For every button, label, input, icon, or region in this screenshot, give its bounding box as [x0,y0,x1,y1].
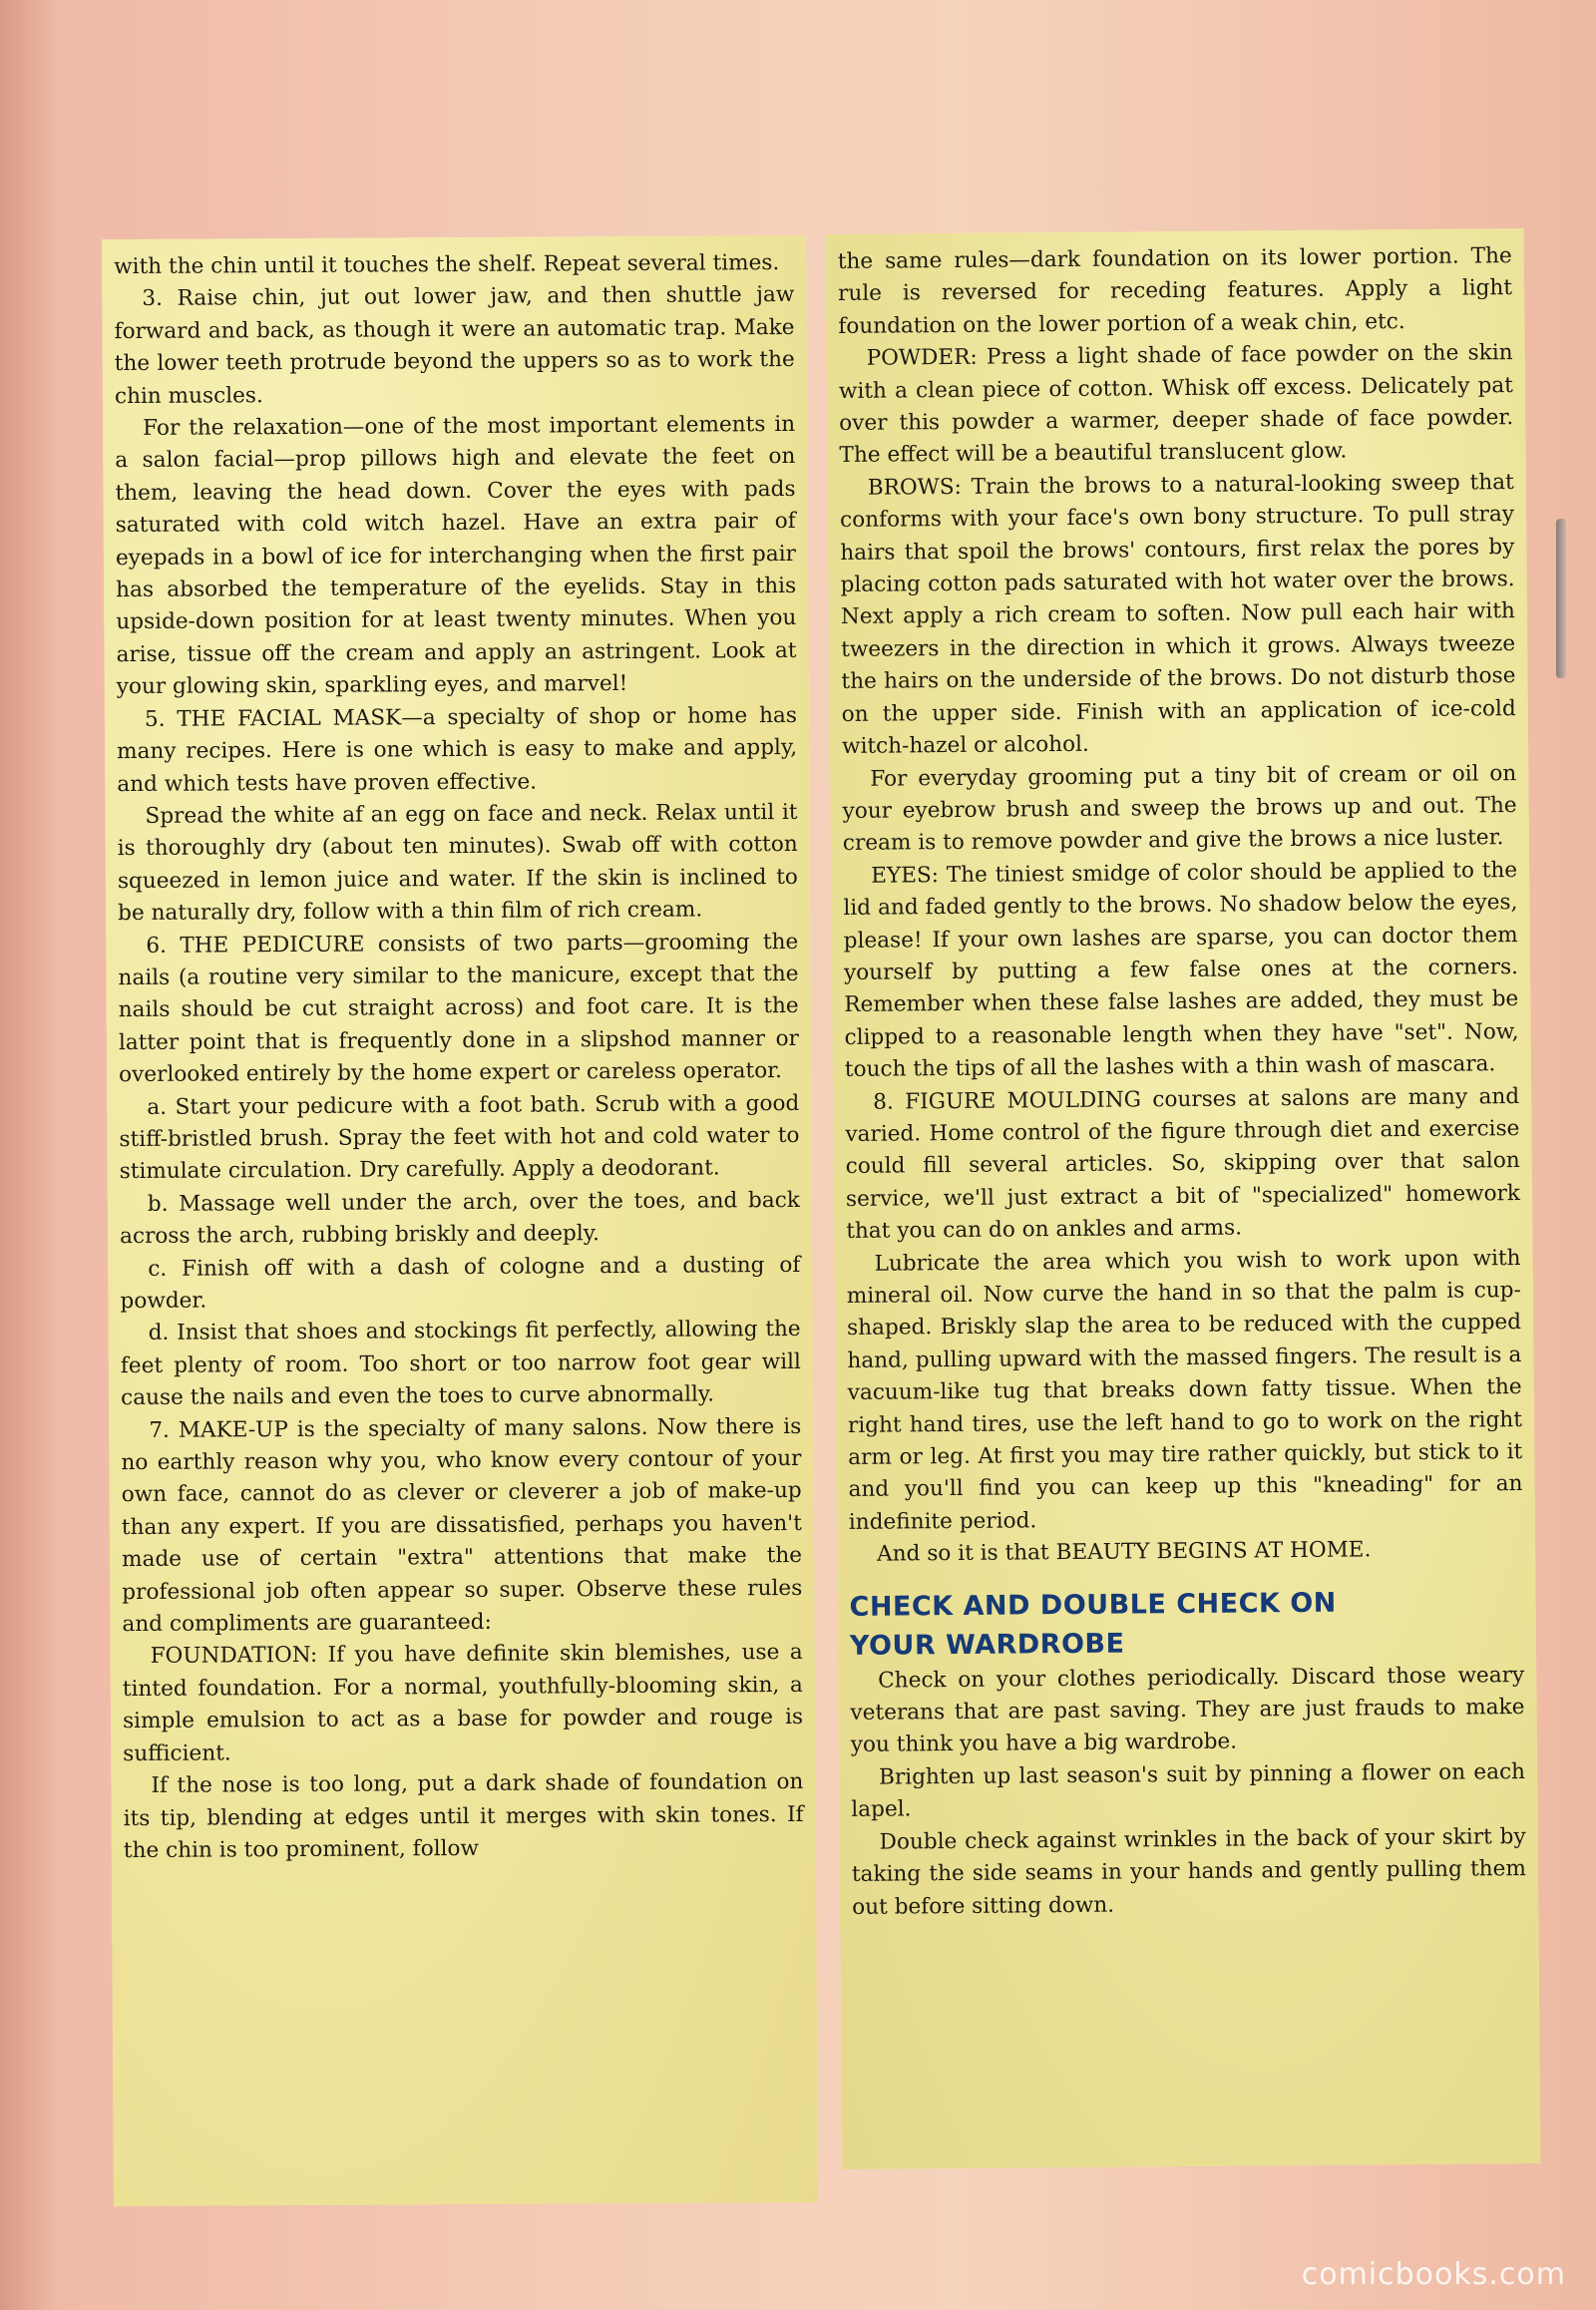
paragraph: 3. Raise chin, jut out lower jaw, and then shuttle jaw forward and back, as though it were an automatic trap. Make the lower teeth protrude beyond the uppers so as to work the chin muscles. [114,282,795,409]
paragraph: If the nose is too long, put a dark shade of foundation on its tip, blending at edges until it merges with skin tones. If the chin is too prominent, follow [123,1769,804,1863]
paragraph: b. Massage well under the arch, over the toes, and back across the arch, rubbing briskly and deeply. [120,1187,800,1250]
right-column-panel [826,228,1541,2169]
page-edge-shadow [0,0,60,2310]
paragraph: For the relaxation—one of the most important elements in a salon facial—prop pillows high and elevate the feet on them, leaving the head down. Cover the eyes with pads saturated with cold witch hazel. Have an extra pair of eyepads in a bowl of ice for interchanging when the first pair has absorbed the temperature of the eyelids. Stay in this upside-down position for at least twenty minutes. When you arise, tissue off the cream and apply an astringent. Look at your glowing skin, sparkling eyes, and marvel! [115,411,797,700]
paragraph: 5. THE FACIAL MASK—a specialty of shop or home has many recipes. Here is one which is easy to make and apply, and which tests have proven effective. [117,702,798,797]
left-column [102,235,818,2206]
paragraph: the same rules—dark foundation on its lower portion. The rule is reversed for receding features. Apply a light foundation on the lower portion of a weak chin, etc. [837,243,1513,339]
paragraph: 7. MAKE-UP is the specialty of many salons. Now there is no earthly reason why you, who know every contour of your own face, cannot do as clever or cleverer a job of make-up than any expert. If you are dissatisfied, perhaps you haven't made use of certain "extra" attentions that make the professional job often appear so super. Observe these rules and compliments are guaranteed: [121,1413,803,1638]
left-column-panel [102,235,818,2206]
paragraph: Lubricate the area which you wish to work upon with mineral oil. Now curve the hand in so that the palm is cup-shaped. Briskly slap the area to be reduced with the cupped hand, pulling upward with the massed fingers. The result is a vacuum-like tug that breaks down fatty tissue. When the right hand tires, use the left hand to go to work on the right arm or leg. At first you may tire rather quickly, but stick to it and you'll find you can keep up this "kneading" for an indefinite period. [846,1245,1523,1535]
right-column [826,228,1541,2169]
paragraph: EYES: The tiniest smidge of color should be applied to the lid and faded gently to the brows. No shadow below the eyes, please! If your own lashes are sparse, you can doctor them yourself by putting a few false ones at the corners. Remember when these false lashes are added, they must be clipped to a reasonable length when they have "set". Now, touch the tips of all the lashes with a thin wash of mascara. [843,857,1519,1083]
paragraph: Double check against wrinkles in the back of your skirt by taking the side seams in your hands and gently pulling them out before sitting down. [851,1823,1526,1920]
section-heading-line: YOUR WARDROBE [849,1628,1125,1662]
paragraph: c. Finish off with a dash of cologne and a dusting of powder. [120,1252,801,1315]
paragraph: For everyday grooming put a tiny bit of cream or oil on your eyebrow brush and sweep the brows up and out. The cream is to remove powder and give the brows a nice luster. [842,760,1517,857]
paragraph: 6. THE PEDICURE consists of two parts—grooming the nails (a routine very similar to the manicure, except that the nails should be cut straight across) and foot care. It is the latter point that is frequently done in a slipshod manner or overlooked entirely by the home expert or careless operator. [118,929,799,1088]
paragraph: a. Start your pedicure with a foot bath. Scrub with a good stiff-bristled brush. Spray the feet with hot and cold water to stimulate circulation. Dry carefully. Apply a deodorant. [119,1090,800,1185]
staple [1556,519,1566,678]
section-heading [849,1582,1524,1666]
paragraph: POWDER: Press a light shade of face powder on the skin with a clean piece of cotton. Whisk off excess. Delicately pat over this powder a warmer, deeper shade of face powder. The effect will be a beautiful translucent glow. [838,340,1514,469]
paragraph: Brighten up last season's suit by pinning a flower on each lapel. [851,1758,1526,1823]
watermark: comicbooks.com [1301,2257,1566,2292]
paragraph: with the chin until it touches the shelf. Repeat several times. [114,250,780,280]
paragraph: Spread the white af an egg on face and neck. Relax until it is thoroughly dry (about ten minutes). Swab off with cotton squeezed in lemon juice and water. If the skin is inclined to be naturally dry, follow with a thin film of rich cream. [117,799,798,927]
paragraph: And so it is that BEAUTY BEGINS AT HOME. [876,1537,1372,1567]
paragraph: d. Insist that shoes and stockings fit perfectly, allowing the feet plenty of room. Too short or too narrow foot gear will cause the nails and even the toes to curve abnormally. [120,1317,801,1411]
paragraph: 8. FIGURE MOULDING courses at salons are many and varied. Home control of the figure through diet and exercise could fill several articles. So, skipping over that salon service, we'll just extract a bit of "specialized" homework that you can do on ankles and arms. [845,1083,1521,1245]
paragraph: FOUNDATION: If you have definite skin blemishes, use a tinted foundation. For a normal, youthfully-blooming skin, a simple emulsion to act as a base for powder and rouge is sufficient. [122,1640,804,1766]
paragraph: BROWS: Train the brows to a natural-looking sweep that conforms with your face's own bony structure. To pull stray hairs that spoil the brows' contours, first relax the pores by placing cotton pads saturated with hot water over the brows. Next apply a rich cream to soften. Now pull each hair with tweezers in the direction in which it grows. Always tweeze the hairs on the underside of the brows. Do not disturb those on the upper side. Finish with an application of ice-cold witch-hazel or alcohol. [839,469,1516,760]
section-heading-line: CHECK AND DOUBLE CHECK ON [849,1587,1337,1623]
paragraph: Check on your clothes periodically. Discard those weary veterans that are past saving. They are just frauds to make you think you have a big wardrobe. [850,1662,1525,1758]
